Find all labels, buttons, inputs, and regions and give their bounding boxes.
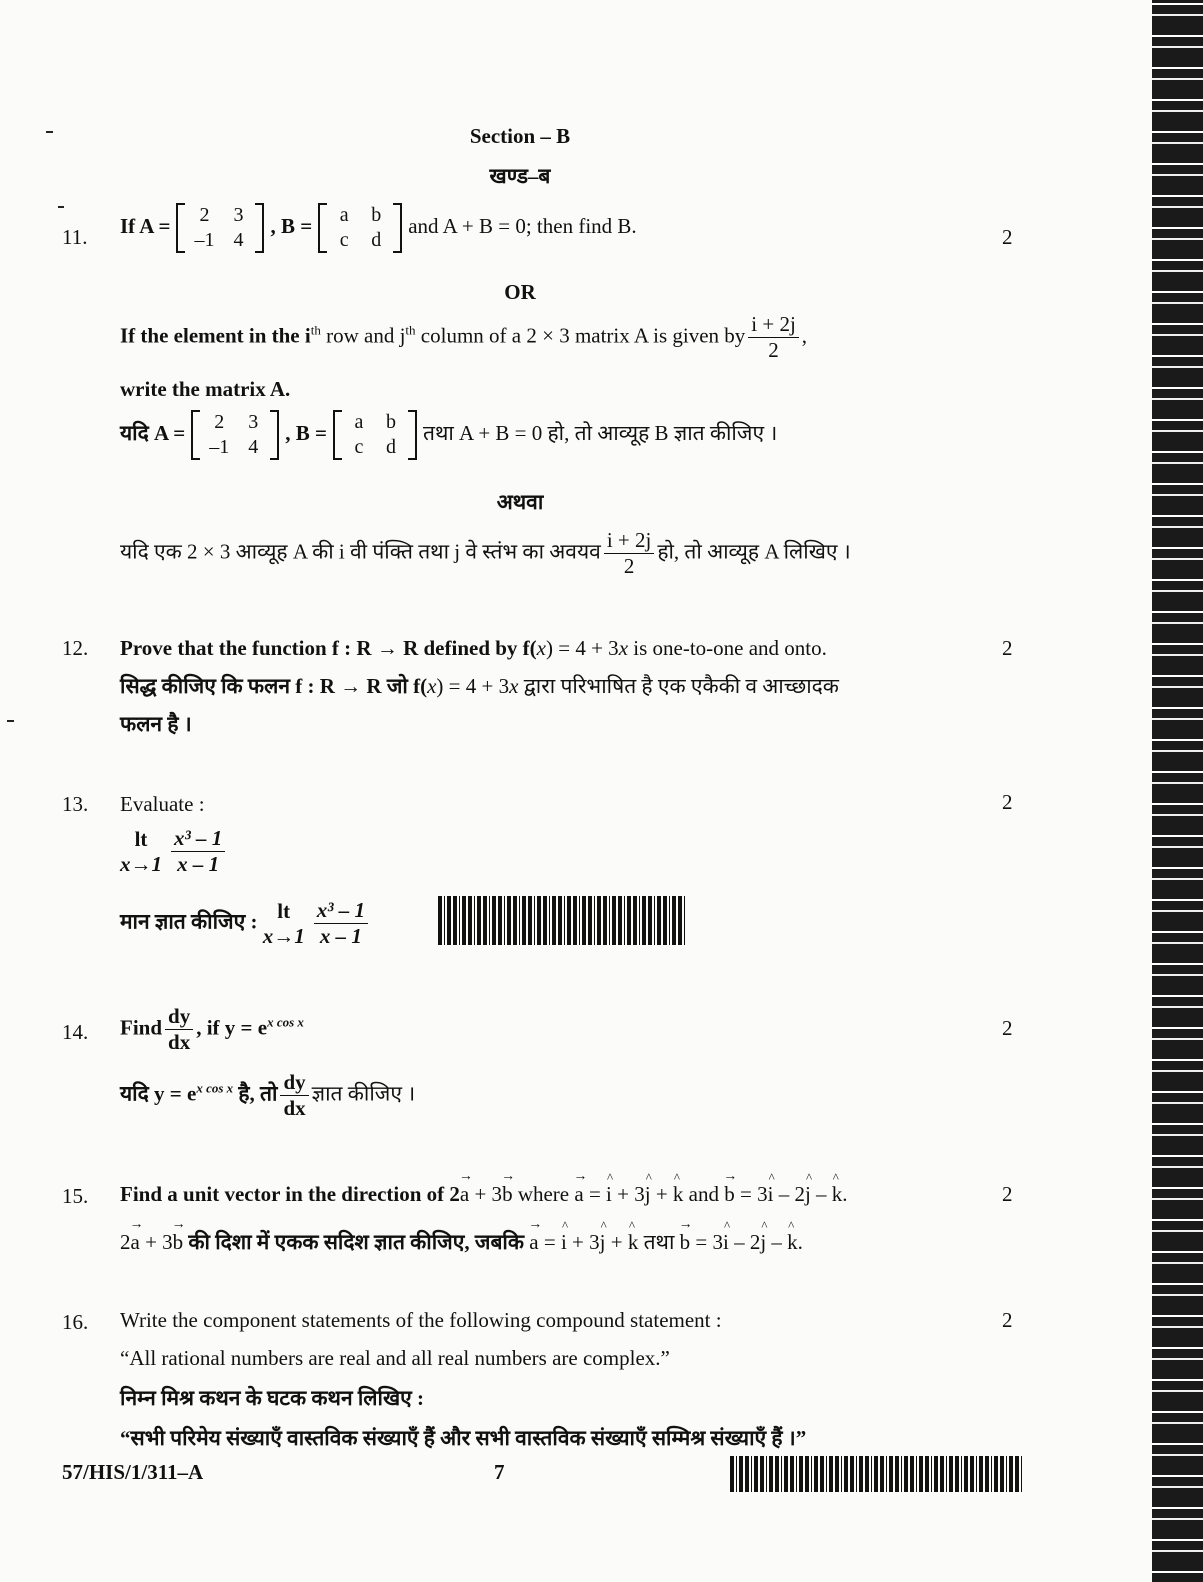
question-marks: 2 [1002,790,1013,814]
q12-statement: Prove that the function f : R → R defined by f(x) = 4 + 3x is one-to-one and onto. [120,636,827,660]
matrix-b: a b c d [318,203,402,253]
section-title-hindi: खण्ड–ब [489,164,551,188]
q13-label: Evaluate : [120,792,205,816]
margin-mark [58,206,64,208]
question-marks: 2 [1002,636,1013,660]
q11-alternative-hindi: यदि एक 2 × 3 आव्यूह A की i वी पंक्ति तथा j वे स्तंभ का अवयव $\frac{i + 2j}{2}$ हो, तो आव्यूह A लिखिए । [120,528,851,578]
fraction: $\frac{dy}{dx}$ [280,1070,308,1121]
q15-statement: Find a unit vector in the direction of 2→ a + 3→ b where → a = ^ i + 3^ j + ^ k and → b = 3^ i – 2^ j – ^ k. [120,1182,848,1207]
question-number: 13. [62,792,89,816]
fraction: $\frac{i + 2j}{2}$ [748,312,799,363]
q16-quote: “All rational numbers are real and all real numbers are complex.” [120,1346,670,1370]
q11-statement: If A = 2 3 –1 4 , B = a b c d and A + B = 0; then find B. [120,204,637,251]
or-divider: OR [504,280,536,304]
q12-statement-hindi-line2: फलन है । [120,712,192,736]
q14-statement-hindi: यदि $y = e^{x cos x}$ है, तो $\frac{dy}{dx}$ ज्ञात कीजिए । [120,1070,416,1120]
question-number: 12. [62,636,89,660]
barcode [438,896,686,945]
question-marks: 2 [1002,1016,1013,1040]
q14-statement: Find $\frac{dy}{dx}$ , if $y = e^{x cos x}$ [120,1004,304,1054]
question-number: 14. [62,1020,89,1044]
q16-statement-hindi: निम्न मिश्र कथन के घटक कथन लिखिए : [120,1386,424,1410]
question-marks: 2 [1002,1182,1013,1206]
q15-statement-hindi: 2→ a + 3→ b की दिशा में एकक सदिश ज्ञात कीजिए, जबकि → a = ^ i + 3^ j + ^ k तथा → b = 3^ i – 2^ j – ^ k. [120,1228,803,1256]
page-number: 7 [494,1460,505,1484]
margin-mark [7,720,14,722]
fraction: $\frac{i + 2j}{2}$ [604,528,655,579]
q11-alternative-line2: write the matrix A. [120,377,291,401]
paper-code: 57/HIS/1/311–A [62,1460,204,1484]
fraction: $\frac{dy}{dx}$ [165,1004,193,1055]
or-divider-hindi: अथवा [496,490,544,514]
q11-alternative: If the element in the $i^{th}$ row and $j^{th}$ column of a 2 × 3 matrix A is given by $\frac{i + 2j}{2}$ , [120,312,808,362]
question-marks: 2 [1002,1308,1013,1332]
q16-statement: Write the component statements of the following compound statement : [120,1308,722,1332]
matrix-a: 2 3 –1 4 [176,203,264,253]
q11-statement-hindi: यदि A = 2 3 –1 4 , B = a b c d तथा A + B = 0 हो, तो आव्यूह B ज्ञात कीजिए । [120,411,778,458]
matrix-a: 2 3 –1 4 [191,410,279,460]
q13-limit-hindi: मान ज्ञात कीजिए : lt x→1 $\frac{\text{x³ – 1}}{x - 1}$ [120,898,371,949]
question-number: 16. [62,1310,89,1334]
fraction: $\frac{\text{x³ – 1}}{x - 1}$ [171,826,225,877]
footer-barcode [730,1456,1022,1492]
q13-limit: lt x→1 $\frac{\text{x³ – 1}}{x - 1}$ [120,826,228,877]
question-number: 11. [62,225,88,249]
question-marks: 2 [1002,225,1013,249]
matrix-b: a b c d [333,410,417,460]
q16-quote-hindi: “सभी परिमेय संख्याएँ वास्तविक संख्याएँ हैं और सभी वास्तविक संख्याएँ सम्मिश्र संख्याएँ हैं ।” [120,1426,807,1450]
section-title: Section – B [469,124,571,148]
question-number: 15. [62,1184,89,1208]
q12-statement-hindi: सिद्ध कीजिए कि फलन f : R → R जो f(x) = 4 + 3x द्वारा परिभाषित है एक एकैकी व आच्छादक [120,674,839,698]
fraction: $\frac{\text{x³ – 1}}{x - 1}$ [314,898,368,949]
scan-edge-strip [1152,0,1203,1582]
